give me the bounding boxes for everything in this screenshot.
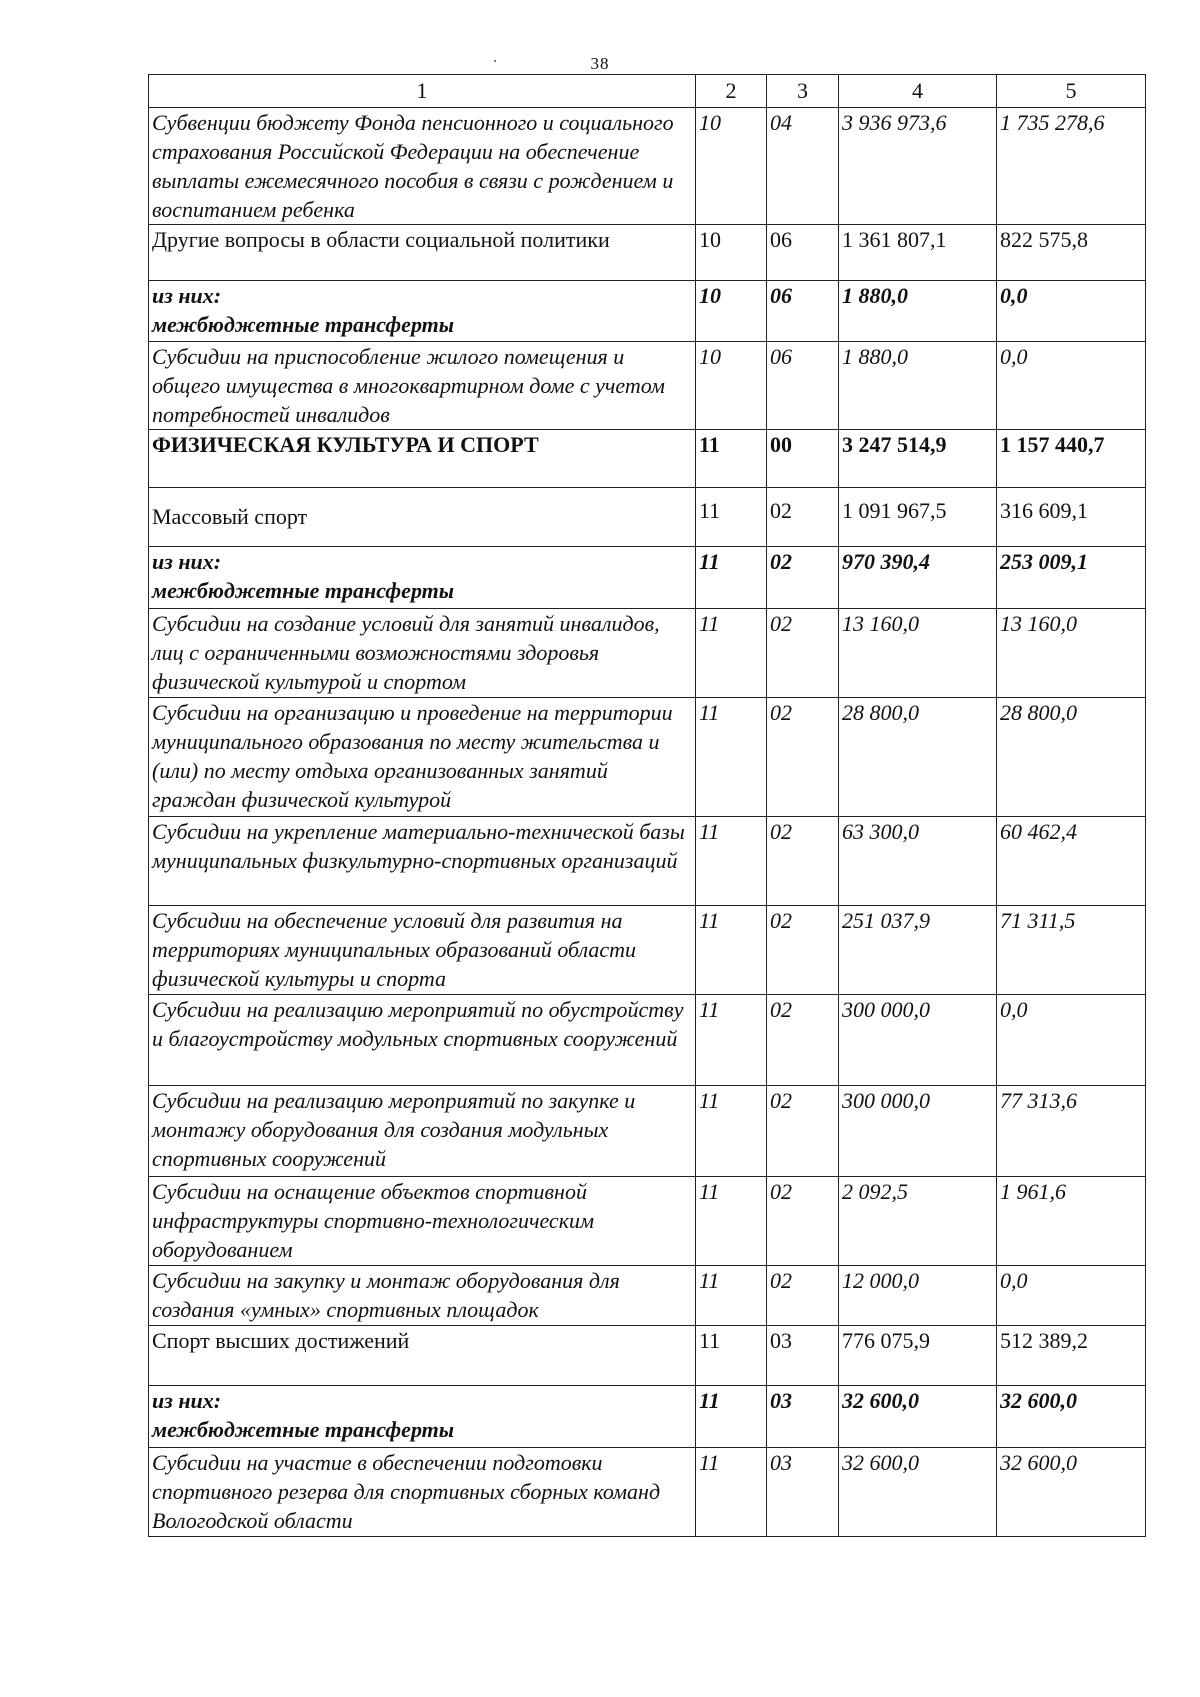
row-section-code: 11 <box>696 1386 767 1448</box>
row-subsection-code: 06 <box>767 342 839 430</box>
row-subsection-code: 06 <box>767 281 839 342</box>
row-section-code: 11 <box>696 906 767 995</box>
row-subsection-code: 02 <box>767 1177 839 1266</box>
row-approved-amount: 32 600,0 <box>839 1386 997 1448</box>
row-subsection-code: 03 <box>767 1326 839 1386</box>
row-approved-amount: 1 880,0 <box>839 342 997 430</box>
row-name-suffix: межбюджетные трансферты <box>152 578 455 603</box>
row-subsection-code: 02 <box>767 1266 839 1326</box>
row-section-code: 10 <box>696 342 767 430</box>
table-row <box>149 1177 1146 1266</box>
row-executed-amount: 512 389,2 <box>997 1326 1146 1386</box>
row-name: Другие вопросы в области социальной политики <box>149 225 696 281</box>
row-approved-amount: 970 390,4 <box>839 547 997 609</box>
table-row <box>149 1448 1146 1537</box>
row-name: Субсидии на приспособление жилого помещения и общего имущества в многоквартирном доме с учетом потребностей инвалидов <box>149 342 696 430</box>
row-executed-amount: 316 609,1 <box>997 488 1146 547</box>
row-name: Субсидии на обеспечение условий для развития на территориях муниципальных образований области физической культуры и спорта <box>149 906 696 995</box>
row-approved-amount: 13 160,0 <box>839 609 997 698</box>
row-section-code: 11 <box>696 1177 767 1266</box>
table-row <box>149 1086 1146 1177</box>
row-executed-amount: 60 462,4 <box>997 817 1146 906</box>
row-subsection-code: 02 <box>767 547 839 609</box>
row-approved-amount: 300 000,0 <box>839 995 997 1086</box>
header-cell: 5 <box>997 75 1146 108</box>
row-executed-amount: 822 575,8 <box>997 225 1146 281</box>
row-subsection-code: 02 <box>767 488 839 547</box>
row-approved-amount: 1 880,0 <box>839 281 997 342</box>
row-name: Субсидии на создание условий для занятий инвалидов, лиц с ограниченными возможностями здоровья физической культурой и спортом <box>149 609 696 698</box>
header-cell: 2 <box>696 75 767 108</box>
row-subsection-code: 04 <box>767 108 839 225</box>
table-row <box>149 609 1146 698</box>
row-name <box>149 547 696 609</box>
page-number: 38 <box>590 54 610 73</box>
row-executed-amount: 0,0 <box>997 281 1146 342</box>
table-row <box>149 281 1146 342</box>
header-cell: 1 <box>149 75 696 108</box>
row-name <box>149 1386 696 1448</box>
row-approved-amount: 3 936 973,6 <box>839 108 997 225</box>
row-name: Субсидии на закупку и монтаж оборудования для создания «умных» спортивных площадок <box>149 1266 696 1326</box>
row-executed-amount: 13 160,0 <box>997 609 1146 698</box>
row-executed-amount: 77 313,6 <box>997 1086 1146 1177</box>
row-approved-amount: 251 037,9 <box>839 906 997 995</box>
row-approved-amount: 776 075,9 <box>839 1326 997 1386</box>
table-row <box>149 430 1146 488</box>
row-approved-amount: 300 000,0 <box>839 1086 997 1177</box>
row-section-code: 11 <box>696 1326 767 1386</box>
row-subsection-code: 06 <box>767 225 839 281</box>
table-row <box>149 547 1146 609</box>
row-section-code: 10 <box>696 281 767 342</box>
row-approved-amount: 1 091 967,5 <box>839 488 997 547</box>
row-name-suffix: межбюджетные трансферты <box>152 1417 455 1442</box>
row-approved-amount: 12 000,0 <box>839 1266 997 1326</box>
scan-speck <box>494 60 496 62</box>
row-approved-amount: 2 092,5 <box>839 1177 997 1266</box>
row-section-code: 10 <box>696 225 767 281</box>
row-name: Субвенции бюджету Фонда пенсионного и социального страхования Российской Федерации на обеспечение выплаты ежемесячного пособия в связи с рождением и воспитанием ребенка <box>149 108 696 225</box>
table-row <box>149 1266 1146 1326</box>
row-subsection-code: 03 <box>767 1386 839 1448</box>
row-approved-amount: 28 800,0 <box>839 698 997 817</box>
row-executed-amount: 71 311,5 <box>997 906 1146 995</box>
row-subsection-code: 00 <box>767 430 839 488</box>
table-row <box>149 342 1146 430</box>
row-executed-amount: 0,0 <box>997 995 1146 1086</box>
row-executed-amount: 28 800,0 <box>997 698 1146 817</box>
table-row <box>149 906 1146 995</box>
row-name: Субсидии на участие в обеспечении подготовки спортивного резерва для спортивных сборных команд Вологодской области <box>149 1448 696 1537</box>
row-executed-amount: 1 157 440,7 <box>997 430 1146 488</box>
row-name: Субсидии на оснащение объектов спортивной инфраструктуры спортивно-технологическим оборудованием <box>149 1177 696 1266</box>
row-executed-amount: 253 009,1 <box>997 547 1146 609</box>
table-row <box>149 995 1146 1086</box>
row-section-code: 11 <box>696 698 767 817</box>
header-cell: 4 <box>839 75 997 108</box>
row-subsection-code: 02 <box>767 817 839 906</box>
row-section-code: 11 <box>696 817 767 906</box>
row-name-prefix: из них: <box>152 283 222 308</box>
row-name-prefix: из них: <box>152 1388 222 1413</box>
row-executed-amount: 32 600,0 <box>997 1448 1146 1537</box>
header-cell: 3 <box>767 75 839 108</box>
row-executed-amount: 1 961,6 <box>997 1177 1146 1266</box>
row-subsection-code: 02 <box>767 609 839 698</box>
row-name <box>149 281 696 342</box>
row-section-code: 11 <box>696 430 767 488</box>
row-executed-amount: 32 600,0 <box>997 1386 1146 1448</box>
row-name: ФИЗИЧЕСКАЯ КУЛЬТУРА И СПОРТ <box>149 430 696 488</box>
table-row <box>149 488 1146 547</box>
row-name: Субсидии на реализацию мероприятий по обустройству и благоустройству модульных спортивных сооружений <box>149 995 696 1086</box>
row-section-code: 11 <box>696 1086 767 1177</box>
row-name: Массовый спорт <box>149 488 696 547</box>
row-executed-amount: 0,0 <box>997 342 1146 430</box>
row-subsection-code: 02 <box>767 995 839 1086</box>
row-section-code: 11 <box>696 995 767 1086</box>
row-section-code: 11 <box>696 1266 767 1326</box>
table-row <box>149 1326 1146 1386</box>
table-row <box>149 817 1146 906</box>
table-row <box>149 698 1146 817</box>
row-subsection-code: 02 <box>767 906 839 995</box>
row-approved-amount: 3 247 514,9 <box>839 430 997 488</box>
table-row <box>149 225 1146 281</box>
row-section-code: 11 <box>696 488 767 547</box>
row-subsection-code: 02 <box>767 698 839 817</box>
budget-table <box>148 74 1146 1537</box>
row-subsection-code: 03 <box>767 1448 839 1537</box>
row-section-code: 11 <box>696 609 767 698</box>
row-name-prefix: из них: <box>152 549 222 574</box>
table-row <box>149 1386 1146 1448</box>
row-approved-amount: 32 600,0 <box>839 1448 997 1537</box>
row-name: Субсидии на укрепление материально-технической базы муниципальных физкультурно-спортивных организаций <box>149 817 696 906</box>
row-name: Субсидии на реализацию мероприятий по закупке и монтажу оборудования для создания модульных спортивных сооружений <box>149 1086 696 1177</box>
row-name: Субсидии на организацию и проведение на территории муниципального образования по месту жительства и (или) по месту отдыха организованных занятий граждан физической культурой <box>149 698 696 817</box>
row-executed-amount: 1 735 278,6 <box>997 108 1146 225</box>
row-name-suffix: межбюджетные трансферты <box>152 312 455 337</box>
row-approved-amount: 1 361 807,1 <box>839 225 997 281</box>
table-header-row <box>149 75 1146 108</box>
row-subsection-code: 02 <box>767 1086 839 1177</box>
row-name: Спорт высших достижений <box>149 1326 696 1386</box>
row-section-code: 10 <box>696 108 767 225</box>
row-executed-amount: 0,0 <box>997 1266 1146 1326</box>
row-approved-amount: 63 300,0 <box>839 817 997 906</box>
table-row <box>149 108 1146 225</box>
row-section-code: 11 <box>696 1448 767 1537</box>
row-section-code: 11 <box>696 547 767 609</box>
